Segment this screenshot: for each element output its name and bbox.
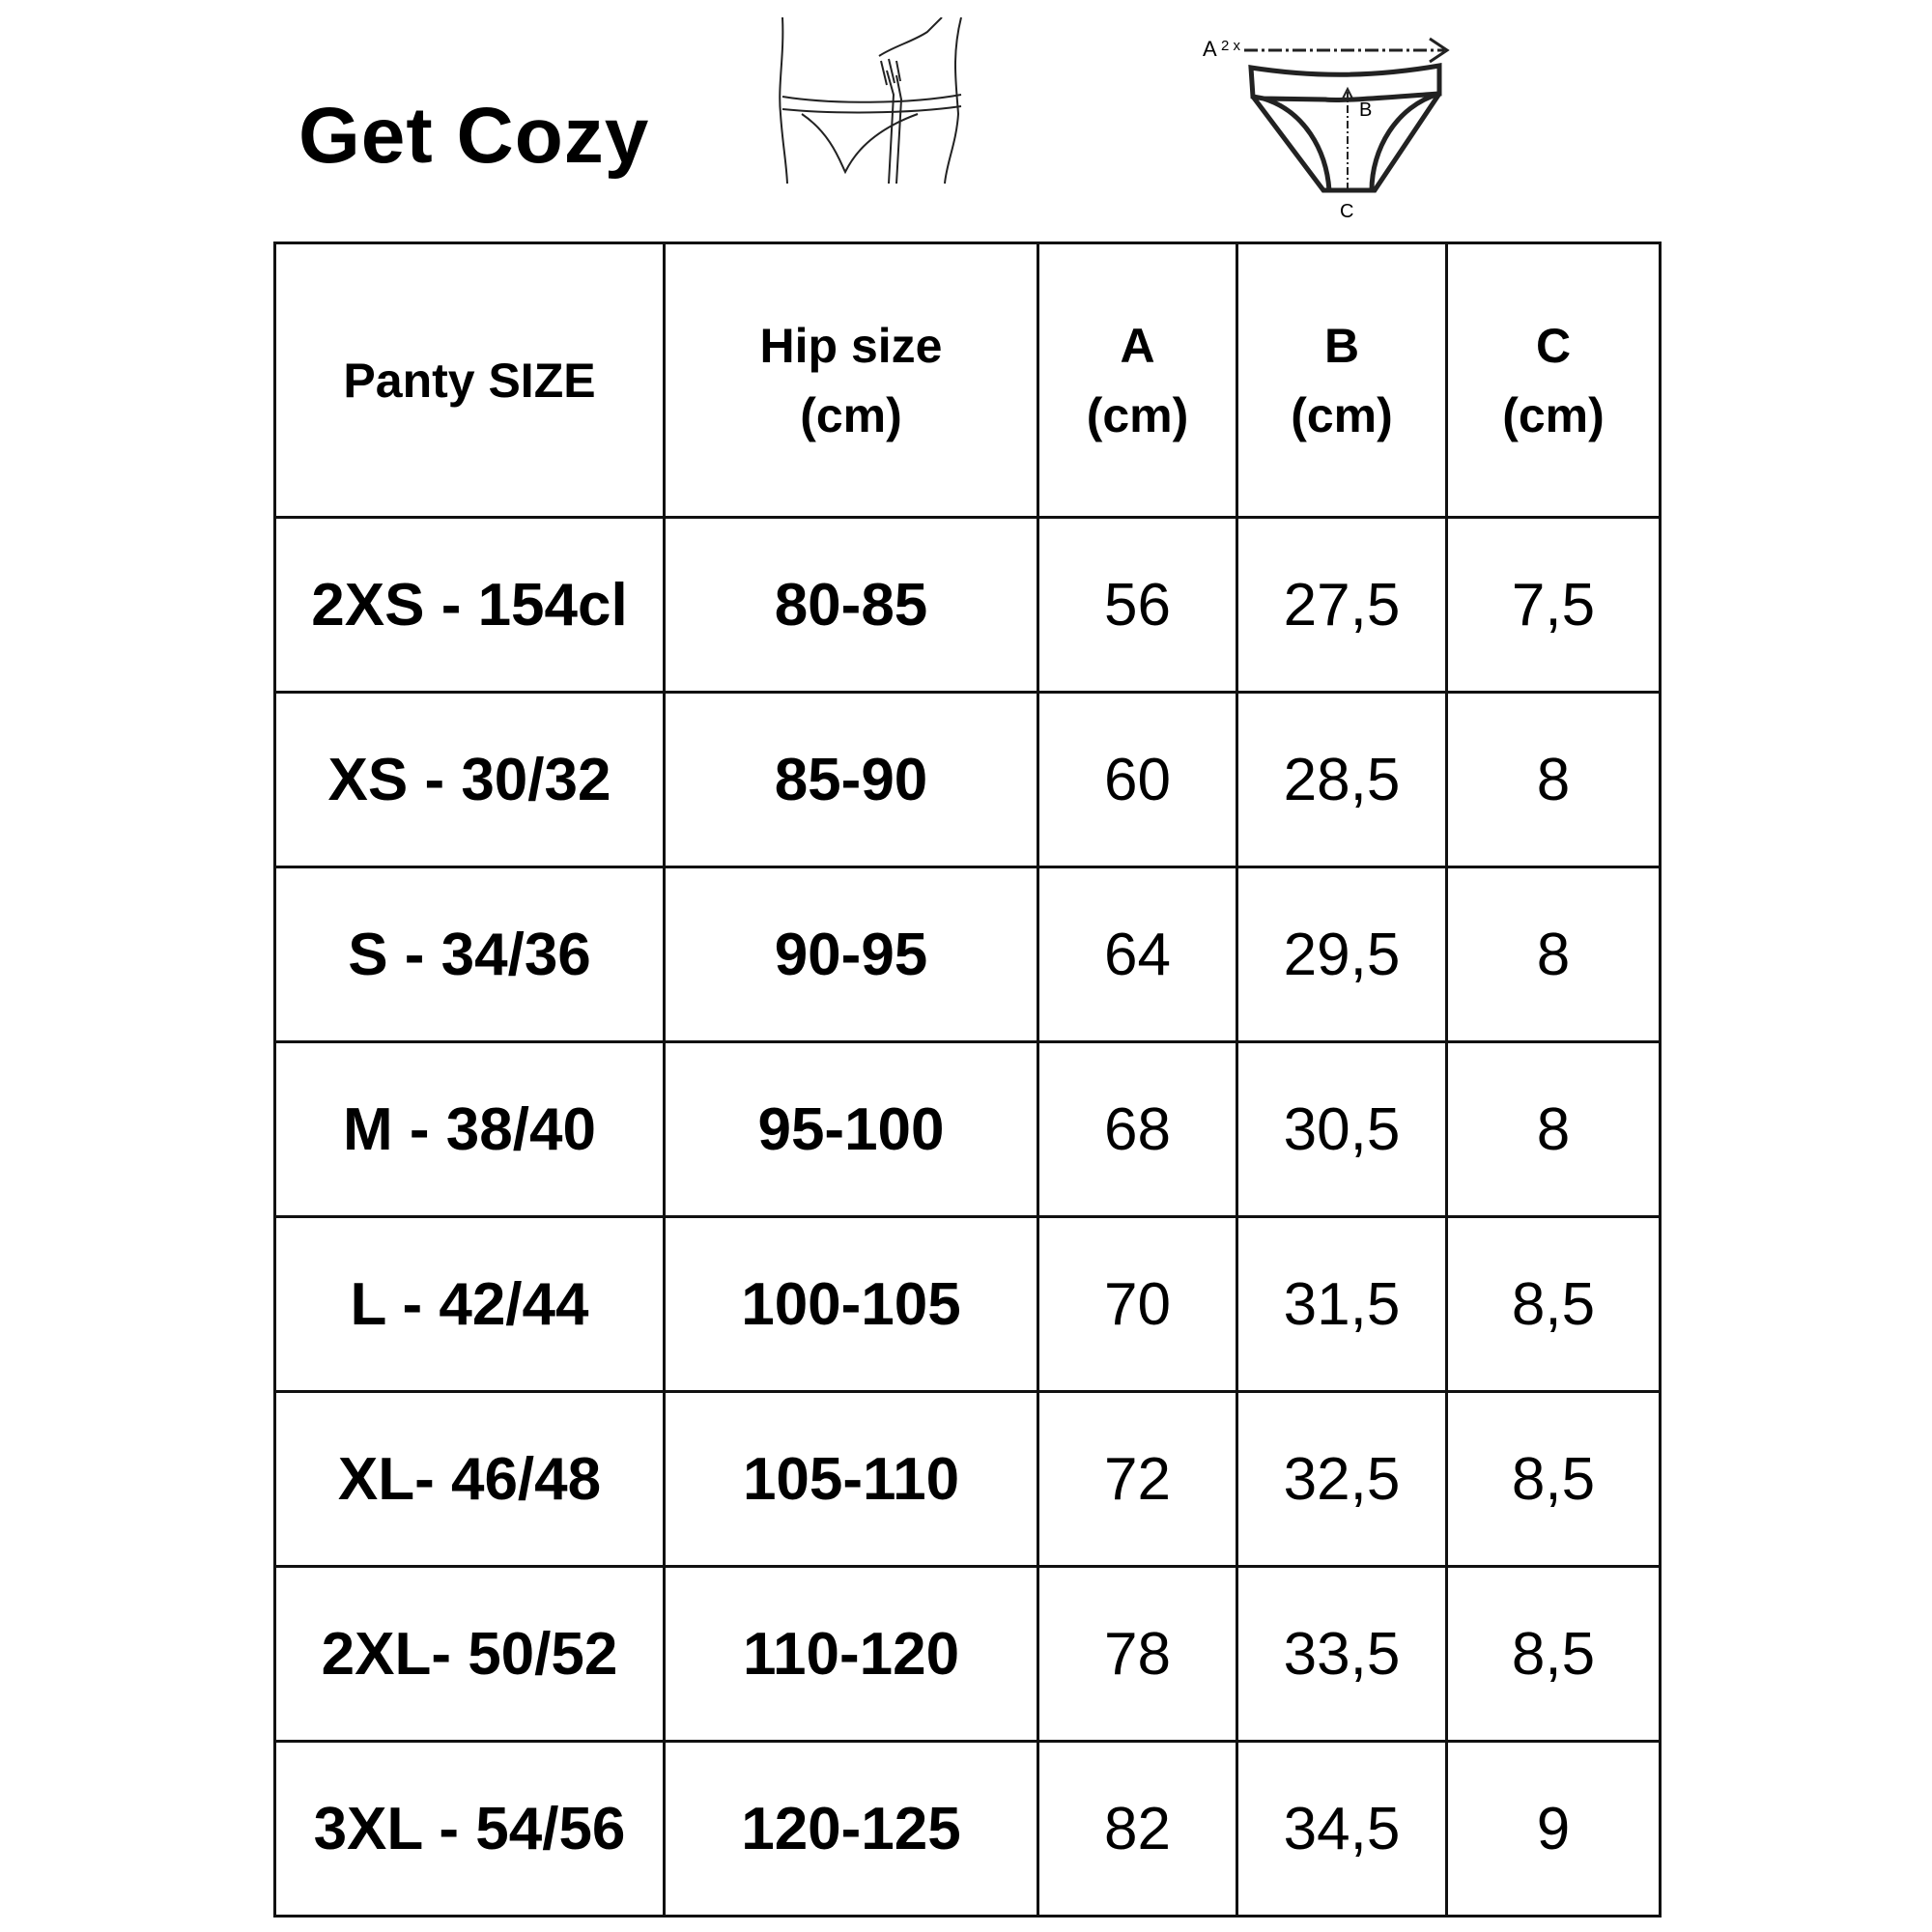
header-panty-size: [275, 243, 665, 518]
cell-hip-size: 120-125: [665, 1742, 1038, 1917]
header-label: A: [1120, 318, 1155, 373]
hip-measurement-illustration: [773, 17, 971, 186]
table-row: [275, 867, 1661, 1042]
table-row: [275, 518, 1661, 693]
table-row: [275, 1042, 1661, 1217]
cell-b: 27,5: [1237, 518, 1447, 693]
cell-b: 28,5: [1237, 693, 1447, 867]
cell-a: 78: [1038, 1567, 1237, 1742]
header-unit: (cm): [1502, 387, 1605, 442]
cell-c: 8: [1447, 693, 1661, 867]
cell-a: 64: [1038, 867, 1237, 1042]
cell-size: S - 34/36: [275, 867, 665, 1042]
header-unit: (cm): [1086, 387, 1189, 442]
header-label: C: [1535, 318, 1572, 373]
diagram-label-c: C: [1340, 201, 1354, 222]
cell-a: 72: [1038, 1392, 1237, 1567]
cell-hip-size: 100-105: [665, 1217, 1038, 1392]
table-row: [275, 1742, 1661, 1917]
cell-hip-size: 85-90: [665, 693, 1038, 867]
cell-a: 82: [1038, 1742, 1237, 1917]
header-unit: (cm): [800, 387, 902, 442]
cell-size: 2XL- 50/52: [275, 1567, 665, 1742]
header-label: B: [1323, 318, 1360, 373]
cell-a: 68: [1038, 1042, 1237, 1217]
table-row: [275, 693, 1661, 867]
cell-size: 2XS - 154cl: [275, 518, 665, 693]
header-b: [1237, 243, 1447, 518]
table-row: [275, 1217, 1661, 1392]
header-a: [1038, 243, 1237, 518]
table-header-row: [275, 243, 1661, 518]
cell-size: 3XL - 54/56: [275, 1742, 665, 1917]
cell-a: 70: [1038, 1217, 1237, 1392]
diagram-label-b: B: [1359, 99, 1373, 121]
cell-c: 8,5: [1447, 1217, 1661, 1392]
cell-b: 32,5: [1237, 1392, 1447, 1567]
cell-hip-size: 105-110: [665, 1392, 1038, 1567]
cell-c: 8,5: [1447, 1567, 1661, 1742]
cell-a: 56: [1038, 518, 1237, 693]
size-chart-table: [273, 242, 1662, 1918]
cell-c: 9: [1447, 1742, 1661, 1917]
cell-size: L - 42/44: [275, 1217, 665, 1392]
cell-hip-size: 80-85: [665, 518, 1038, 693]
cell-size: M - 38/40: [275, 1042, 665, 1217]
cell-c: 8,5: [1447, 1392, 1661, 1567]
cell-b: 30,5: [1237, 1042, 1447, 1217]
cell-hip-size: 110-120: [665, 1567, 1038, 1742]
cell-b: 34,5: [1237, 1742, 1447, 1917]
cell-b: 33,5: [1237, 1567, 1447, 1742]
cell-b: 31,5: [1237, 1217, 1447, 1392]
table-row: [275, 1392, 1661, 1567]
cell-a: 60: [1038, 693, 1237, 867]
cell-b: 29,5: [1237, 867, 1447, 1042]
header-unit: (cm): [1291, 387, 1393, 442]
cell-c: 8: [1447, 867, 1661, 1042]
cell-size: XS - 30/32: [275, 693, 665, 867]
cell-size: XL- 46/48: [275, 1392, 665, 1567]
cell-hip-size: 90-95: [665, 867, 1038, 1042]
header-hip-size: [665, 243, 1038, 518]
diagram-label-a: A: [1203, 37, 1217, 61]
panty-measurement-diagram: [1198, 24, 1459, 227]
cell-c: 8: [1447, 1042, 1661, 1217]
header-label: Panty SIZE: [343, 353, 596, 408]
table-row: [275, 1567, 1661, 1742]
header-c: [1447, 243, 1661, 518]
diagram-label-a-multiplier: 2 x: [1221, 38, 1241, 54]
brand-title: Get Cozy: [298, 92, 650, 180]
header-label: Hip size: [759, 318, 943, 373]
cell-hip-size: 95-100: [665, 1042, 1038, 1217]
cell-c: 7,5: [1447, 518, 1661, 693]
